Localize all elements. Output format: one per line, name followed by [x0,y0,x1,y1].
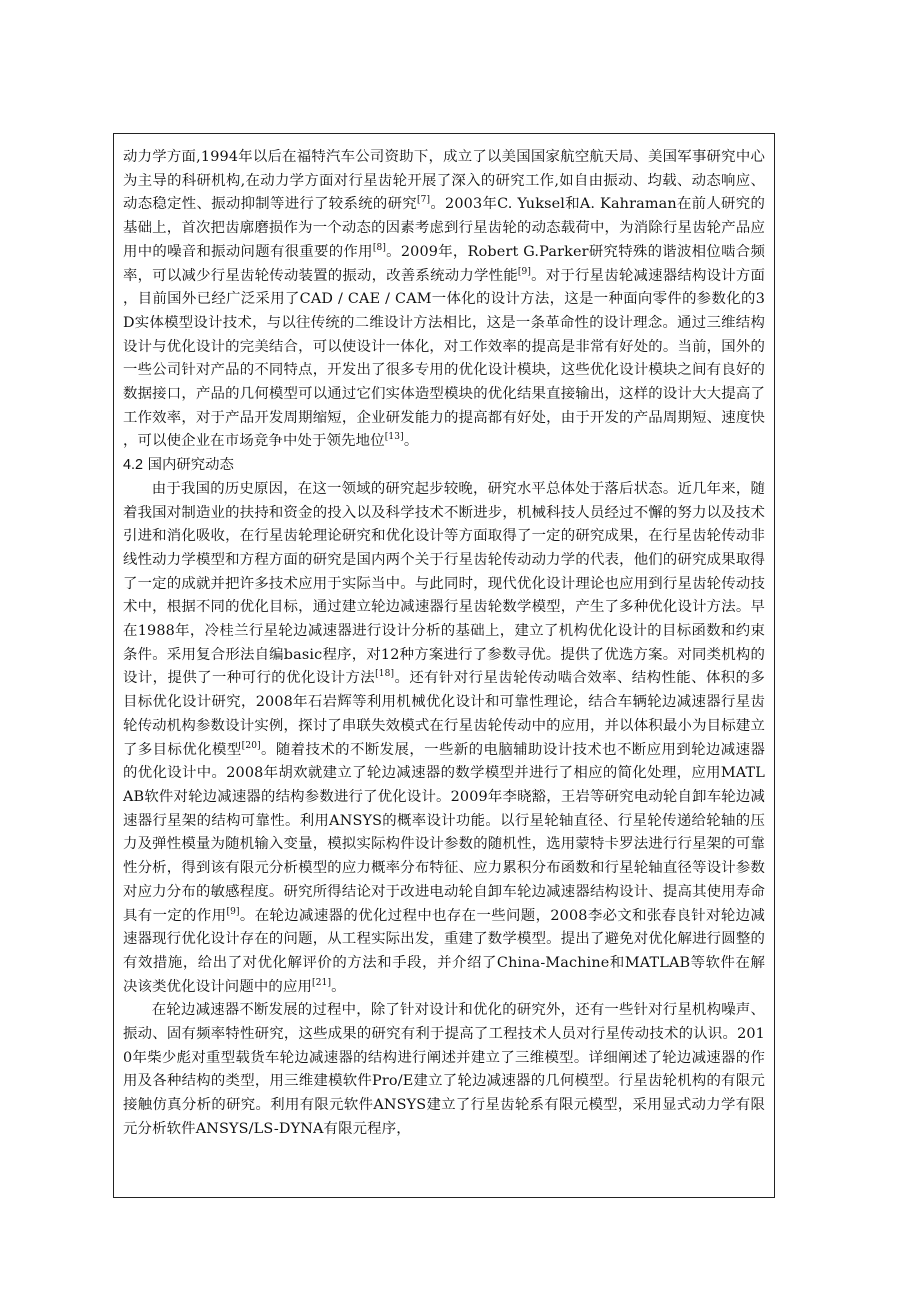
citation-ref: [7] [417,195,431,206]
section-number: 4.2 [123,457,144,474]
text-run: 在轮边减速器不断发展的过程中，除了针对设计和优化的研究外，还有一些针对行星机构噪声、振动、固有频率特性研究，这些成果的研究有利于提高了工程技术人员对行星传动技术的认识。2010年柴少彪对重型载货车轮边减速器的结构进行阐述并建立了三维模型。详细阐述了轮边减速器的作用及各种结构的类型，用三维建模软件Pro/E建立了轮边减速器的几何模型。行星齿轮机构的有限元接触仿真分析的研究。利用有限元软件ANSYS建立了行星齿轮系有限元模型，采用显式动力学有限元分析软件ANSYS/LS-DYNA有限元程序， [123,1002,765,1137]
text-run: 。随着技术的不断发展，一些新的电脑辅助设计技术也不断应用到轮边减速器的优化设计中。2008年胡欢就建立了轮边减速器的数学模型并进行了相应的简化处理，应用MATLAB软件对轮边减速器的结构参数进行了优化设计。2009年李晓豁，王岩等研究电动轮自卸车轮边减速器行星架的结构可靠性。利用ANSYS的概率设计功能。以行星轮轴直径、行星轮传递给轮轴的压力及弹性模量为随机输入变量，模拟实际构件设计参数的随机性，选用蒙特卡罗法进行行星架的可靠性分析，得到该有限元分析模型的应力概率分布特征、应力累积分布函数和行星轮轴直径等设计参数对应力分布的敏感程度。研究所得结论对于改进电动轮自卸车轮边减速器结构设计、提高其使用寿命具有一定的作用 [123,741,765,924]
citation-ref: [18] [375,669,395,680]
citation-ref: [13] [384,432,404,443]
paragraph-p3 [123,999,765,1141]
text-run: 。还有针对行星齿轮传动啮合效率、结构性能、体积的多目标优化设计研究，2008年石岩辉等利用机械优化设计和可靠性理论，结合车辆轮边减速器行星齿轮传动机构参数设计实例，探讨了串联失效模式在行星齿轮传动中的应用，并以体积最小为目标建立了多目标优化模型 [123,670,765,758]
paragraph-p1 [123,146,765,454]
section-title: 国内研究动态 [147,457,234,474]
text-run: 由于我国的历史原因，在这一领域的研究起步较晚，研究水平总体处于落后状态。近几年来，随着我国对制造业的扶持和资金的投入以及科学技术不断进步，机械科技人员经过不懈的努力以及技术引进和消化吸收，在行星齿轮理论研究和优化设计等方面取得了一定的研究成果，在行星齿轮传动非线性动力学模型和方程方面的研究是国内两个关于行星齿轮传动动力学的代表，他们的研究成果取得了一定的成就并把许多技术应用于实际当中。与此同时，现代优化设计理论也应用到行星齿轮传动技术中，根据不同的优化目标，通过建立轮边减速器行星齿轮数学模型，产生了多种优化设计方法。早在1988年，冷桂兰行星轮边减速器进行设计分析的基础上，建立了机构优化设计的目标函数和约束条件。采用复合形法自编basic程序，对12种方案进行了参数寻优。提供了优选方案。对同类机构的设计，提供了一种可行的优化设计方法 [123,480,765,687]
paragraph-p2 [123,478,765,999]
citation-ref: [8] [372,243,387,254]
citation-ref: [20] [241,740,261,751]
text-run: 。2003年C. Yuksel和A. Kahraman在前人研究的基础上，首次把齿廓磨损作为一个动态的因素考虑到行星齿轮的动态载荷中，为消除行星齿轮产品应用中的噪音和振动问题有很重要的作用 [123,196,765,260]
paragraphs-after [123,478,765,1142]
text-run: 。在轮边减速器的优化过程中也存在一些问题，2008李必文和张春良针对轮边减速器现行优化设计存在的问题，从工程实际出发，重建了数学模型。提出了避免对优化解进行圆整的有效措施，给出了对优化解评价的方法和手段，并介绍了China-Machine和MATLAB等软件在解决该类优化设计问题中的应用 [123,907,765,995]
section-heading [123,454,765,478]
document-frame [113,133,775,1198]
text-run: 动力学方面,1994年以后在福特汽车公司资助下，成立了以美国国家航空航天局、美国军事研究中心为主导的科研机构,在动力学方面对行星齿轮开展了深入的研究工作,如自由振动、均载、动态响应、动态稳定性、振动抑制等进行了较系统的研究 [123,149,765,213]
text-run: 。 [403,433,419,450]
text-run: 。对于行星齿轮减速器结构设计方面，目前国外已经广泛采用了CAD / CAE / CAM一体化的设计方法，这是一种面向零件的参数化的3D实体模型设计技术，与以往传统的二维设计方法相比，这是一条革命性的设计理念。通过三维结构设计与优化设计的完美结合，可以使设计一体化，对工作效率的提高是非常有好处的。当前，国外的一些公司针对产品的不同特点，开发出了很多专用的优化设计模块，这些优化设计模块之间有良好的数据接口，产品的几何模型可以通过它们实体造型模块的优化结果直接输出，这样的设计大大提高了工作效率，对于产品开发周期缩短，企业研发能力的提高都有好处，由于开发的产品周期短、速度快，可以使企业在市场竞争中处于领先地位 [123,267,765,450]
text-run: 。2009年，Robert G.Parker研究特殊的谐波相位啮合频率，可以减少行星齿轮传动装置的振动，改善系统动力学性能 [123,243,765,284]
citation-ref: [9] [517,266,532,277]
paragraphs-before [123,146,765,454]
citation-ref: [21] [312,977,332,988]
citation-ref: [9] [226,906,240,917]
text-run: 。 [331,978,346,995]
